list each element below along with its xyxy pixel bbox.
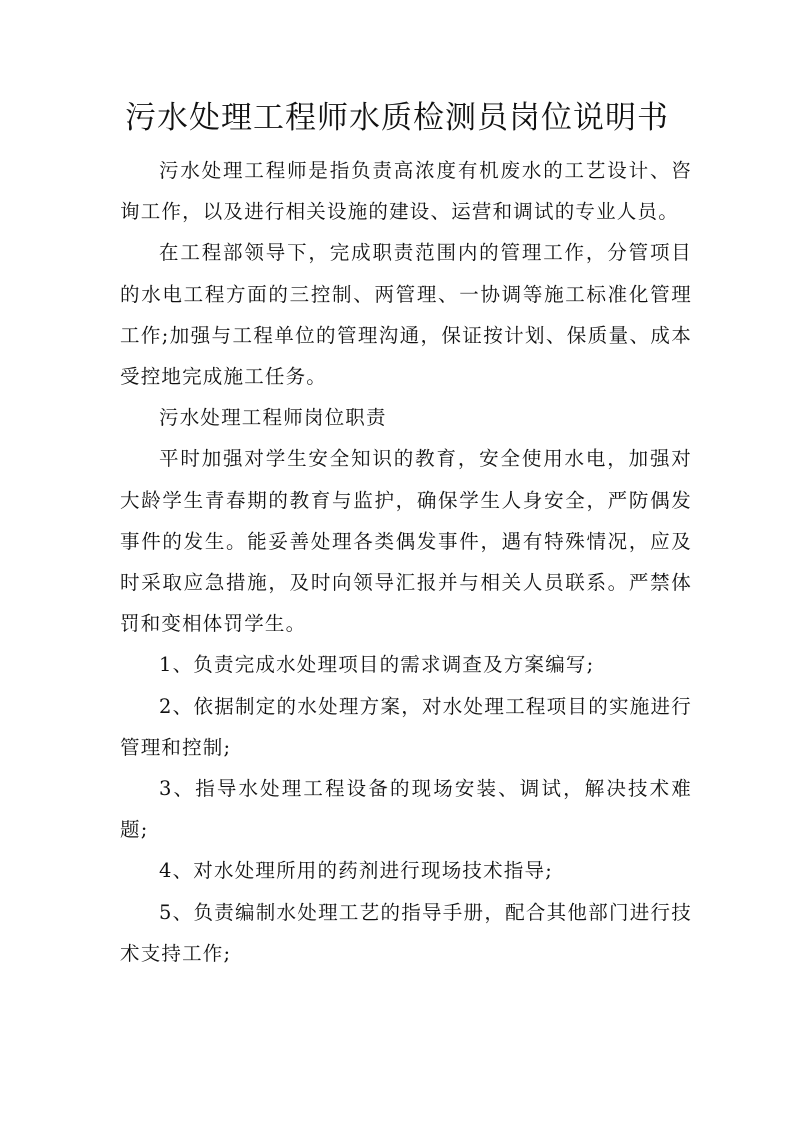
duty-item-3: 3、指导水处理工程设备的现场安装、调试，解决技术难题; [120,777,692,842]
duty-item-4: 4、对水处理所用的药剂进行现场技术指导; [159,859,553,883]
section-heading-duties: 污水处理工程师岗位职责 [159,406,387,430]
document-title: 污水处理工程师水质检测员岗位说明书 [125,100,669,136]
duty-item-5: 5、负责编制水处理工艺的指导手册，配合其他部门进行技术支持工作; [120,900,692,965]
paragraph-management: 在工程部领导下，完成职责范围内的管理工作，分管项目的水电工程方面的三控制、两管理、一协调等施工标准化管理工作;加强与工程单位的管理沟通，保证按计划、保质量、成本受控地完成施工任务。 [120,241,692,389]
paragraph-safety: 平时加强对学生安全知识的教育，安全使用水电，加强对大龄学生青春期的教育与监护，确保学生人身安全，严防偶发事件的发生。能妥善处理各类偶发事件，遇有特殊情况，应及时采取应急措施，及时向领导汇报并与相关人员联系。严禁体罚和变相体罚学生。 [120,447,692,636]
document-body [120,150,692,974]
duty-item-2: 2、依据制定的水处理方案，对水处理工程项目的实施进行管理和控制; [120,694,692,759]
duty-item-1: 1、负责完成水处理项目的需求调查及方案编写; [159,653,595,677]
paragraph-definition: 污水处理工程师是指负责高浓度有机废水的工艺设计、咨询工作，以及进行相关设施的建设、运营和调试的专业人员。 [120,159,692,224]
